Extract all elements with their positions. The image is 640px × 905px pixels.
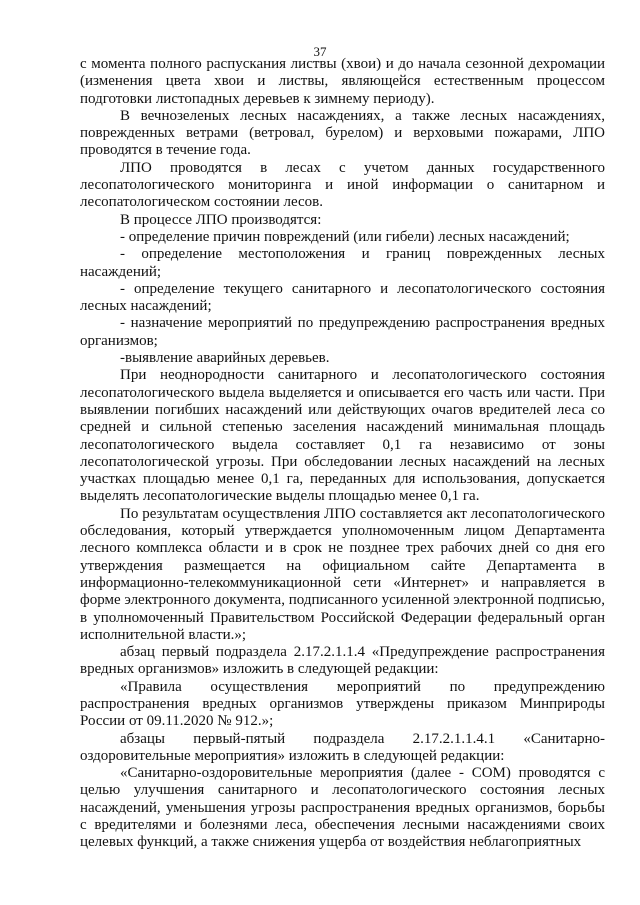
paragraph-amendment-sanitary: абзацы первый-пятый подраздела 2.17.2.1.1.4.1 «Санитарно-оздоровительные мероприятия» изложить в следующей редакции: <box>80 730 605 764</box>
list-item-damage-causes: - определение причин повреждений (или гибели) лесных насаждений; <box>120 228 570 245</box>
page-number: 37 <box>313 44 327 59</box>
paragraph-rules-order: «Правила осуществления мероприятий по предупреждению распространения вредных организмов утверждены приказом Минприроды России от 09.11.2020 № 912.»; <box>80 678 605 730</box>
paragraph-heterogeneity: При неоднородности санитарного и лесопатологического состояния лесопатологического выдела выделяется и описывается его часть или части. При выявлении погибших насаждений или действующих очагов вредителей леса со средней и сильной степенью заселения насаждений минимальная площадь лесопатологического выдела составляет 0,1 га независимо от зоны лесопатологической угрозы. При обследовании лесных насаждений на лесных участках площадью менее 0,1 га, переданных для использования, допускается выделять лесопатологические выделы площадью менее 0,1 га. <box>80 367 605 505</box>
paragraph-inspection-act: По результатам осуществления ЛПО составляется акт лесопатологического обследования, который утверждается уполномоченным лицом Департамента лесного комплекса области и в срок не позднее трех рабочих дней со дня его утверждения размещается на официальном сайте Департамента в информационно-телекоммуникационной сети «Интернет» и направляется в форме электронного документа, подписанного усиленной электронной подписью, в уполномоченный Правительством Российской Федерации федеральный орган исполнительной власти.»; <box>80 505 605 643</box>
paragraph-sanitary-measures: «Санитарно-оздоровительные мероприятия (далее - СОМ) проводятся с целью улучшения санитарного и лесопатологического состояния лесных насаждений, уменьшения угрозы распространения вредных организмов, борьбы с вредителями и болезнями леса, обеспечения лесными насаждениями своих целевых функций, а также снижения ущерба от воздействия неблагоприятных <box>80 765 605 851</box>
list-item-current-state: - определение текущего санитарного и лесопатологического состояния лесных насаждений; <box>80 280 605 315</box>
paragraph-evergreen: В вечнозеленых лесных насаждениях, а также лесных насаждениях, поврежденных ветрами (ветровал, бурелом) и верховыми пожарами, ЛПО проводятся в течение года. <box>80 107 605 159</box>
list-item-location: - определение местоположения и границ поврежденных лесных насаждений; <box>80 246 605 280</box>
paragraph-continuation: с момента полного распускания листвы (хвои) и до начала сезонной дехромации (изменения цвета хвои и листвы, являющейся естественным процессом подготовки листопадных деревьев к зимнему периоду). <box>80 56 605 107</box>
list-item-measures: - назначение мероприятий по предупреждению распространения вредных организмов; <box>80 315 605 349</box>
document-body <box>80 56 605 852</box>
list-item-hazard-trees: -выявление аварийных деревьев. <box>120 350 330 367</box>
paragraph-lpo-conduct: ЛПО проводятся в лесах с учетом данных государственного лесопатологического мониторинга и иной информации о санитарном и лесопатологическом состоянии лесов. <box>80 159 605 211</box>
paragraph-amendment-prevention: абзац первый подраздела 2.17.2.1.1.4 «Предупреждение распространения вредных организмов» изложить в следующей редакции: <box>80 644 605 678</box>
paragraph-lpo-process-intro: В процессе ЛПО производятся: <box>120 211 322 228</box>
